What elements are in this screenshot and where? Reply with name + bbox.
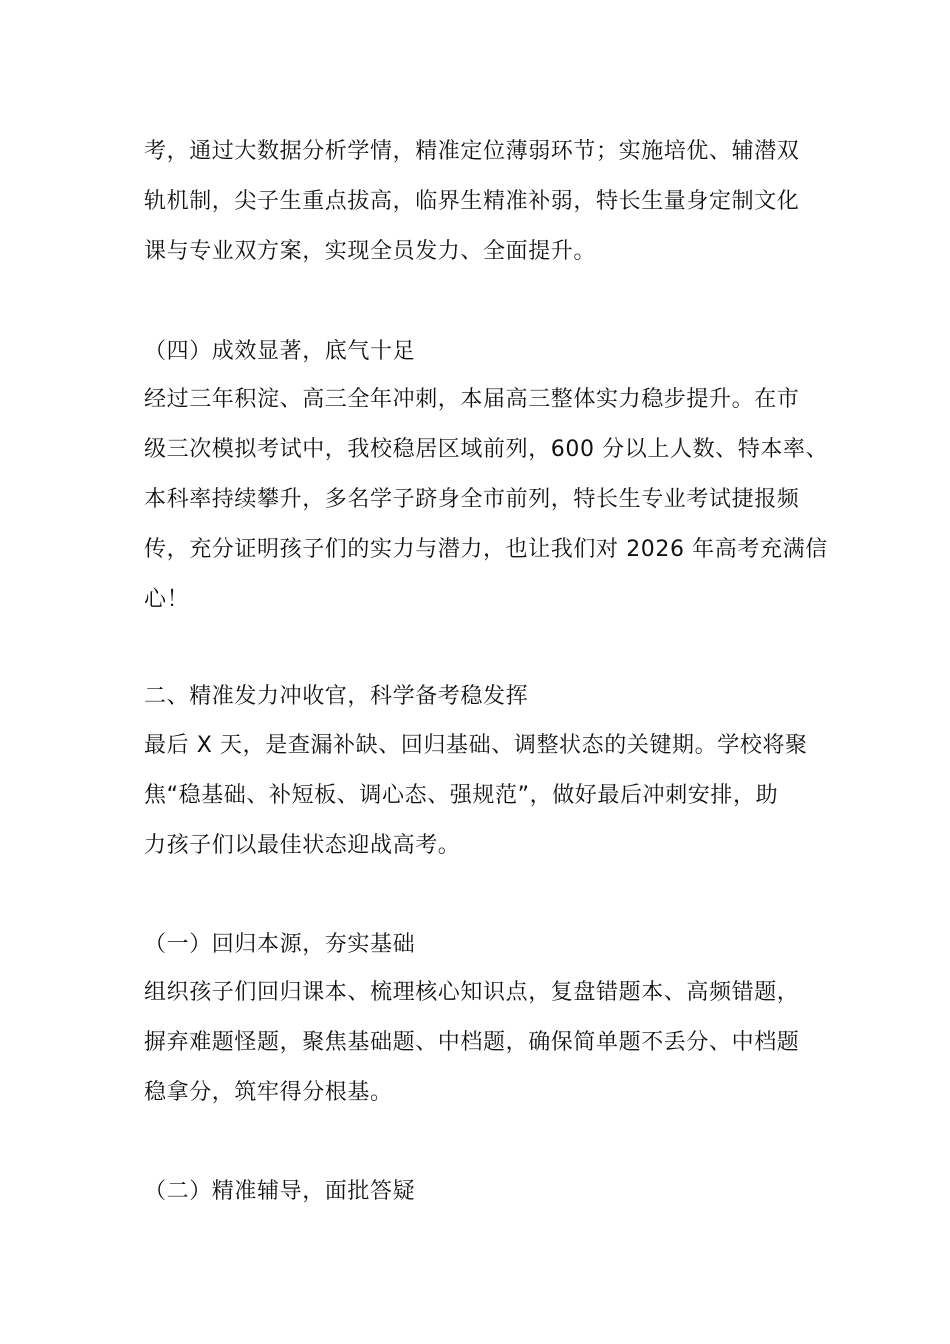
section-heading: （二）精准辅导，面批答疑 <box>144 1179 416 1204</box>
body-text-line: 考，通过大数据分析学情，精准定位薄弱环节；实施培优、辅潜双 <box>144 139 800 164</box>
body-text-line: 最后 X 天，是查漏补缺、回归基础、调整状态的关键期。学校将聚 <box>144 733 808 758</box>
body-text-line: 摒弃难题怪题，聚焦基础题、中档题，确保简单题不丢分、中档题 <box>144 1030 800 1055</box>
body-text-line: 稳拿分，筑牢得分根基。 <box>144 1080 393 1105</box>
body-text-line: 级三次模拟考试中，我校稳居区域前列，600 分以上人数、特本率、 <box>144 437 829 462</box>
body-text-line: 经过三年积淀、高三全年冲刺，本届高三整体实力稳步提升。在市 <box>144 387 800 412</box>
body-text-line: 力孩子们以最佳状态迎战高考。 <box>144 833 461 858</box>
body-text-line: 焦“稳基础、补短板、调心态、强规范”，做好最后冲刺安排，助 <box>144 783 779 808</box>
body-text-line: 轨机制，尖子生重点拔高，临界生精准补弱，特长生量身定制文化 <box>144 189 800 214</box>
body-text-line: 组织孩子们回归课本、梳理核心知识点，复盘错题本、高频错题， <box>144 980 800 1005</box>
body-text-line: 课与专业双方案，实现全员发力、全面提升。 <box>144 239 597 264</box>
section-heading: （一）回归本源，夯实基础 <box>144 932 416 957</box>
body-text-line: 传，充分证明孩子们的实力与潜力，也让我们对 2026 年高考充满信 <box>144 537 828 562</box>
body-text-line: 本科率持续攀升，多名学子跻身全市前列，特长生专业考试捷报频 <box>144 487 800 512</box>
section-heading: （四）成效显著，底气十足 <box>144 339 416 364</box>
body-text-line: 心！ <box>144 587 190 612</box>
chapter-heading: 二、精准发力冲收官，科学备考稳发挥 <box>144 684 529 709</box>
